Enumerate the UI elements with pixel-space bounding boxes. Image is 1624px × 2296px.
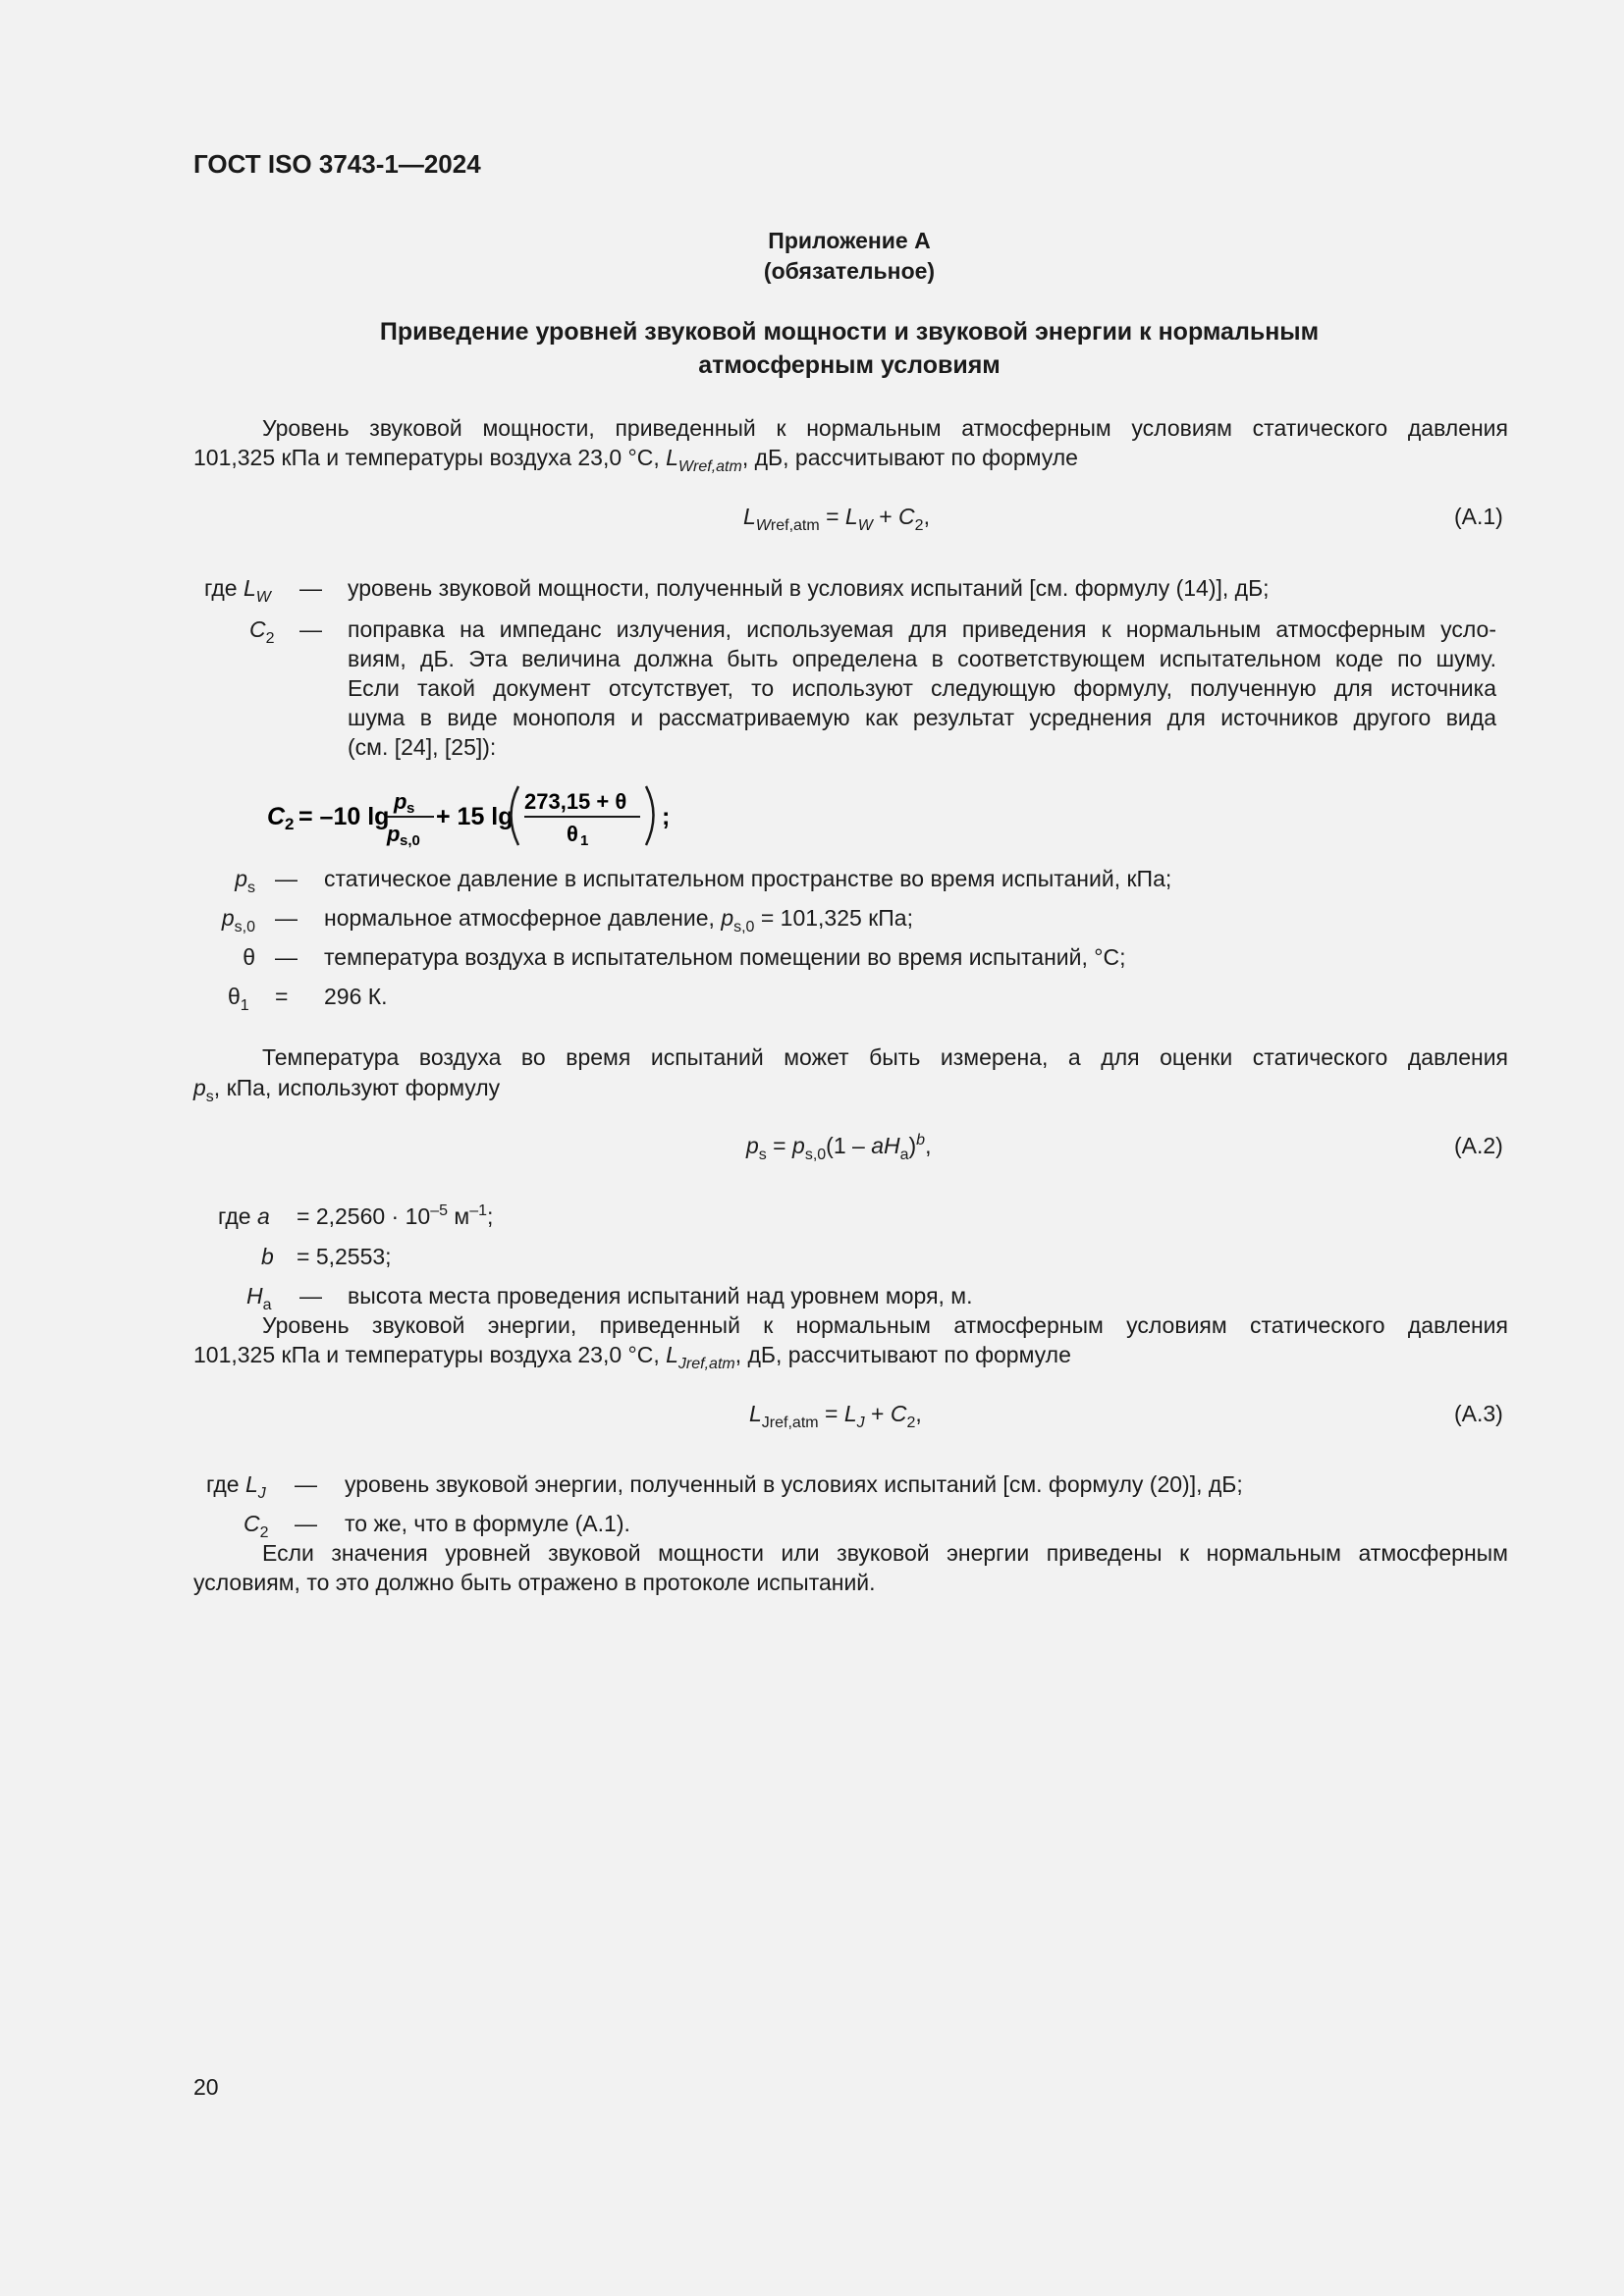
- def-ha-symbol: $H_a$: [246, 1283, 272, 1313]
- paragraph-1-line2: [193, 443, 1078, 475]
- annex-heading-line1: Приведение уровней звуковой мощности и звуковой энергии к нормальным: [379, 318, 1320, 346]
- equation-a3: $L_{Jref,atm} = L_J + C_2$,: [749, 1401, 922, 1431]
- def-c2-symbol: $C_2$: [249, 616, 275, 647]
- def-ps-text: статическое давление в испытательном пространстве во время испытаний, кПа;: [324, 866, 1172, 891]
- def-c2b-symbol: $C_2$: [244, 1511, 269, 1541]
- annex-title: Приложение А: [768, 228, 931, 253]
- equation-a1-number: (А.1): [1454, 504, 1503, 529]
- def-b-text: = 5,2553;: [297, 1244, 392, 1269]
- svg-text:s,0: s,0: [400, 832, 420, 849]
- svg-text:θ: θ: [567, 822, 578, 846]
- page-number: 20: [193, 2074, 219, 2100]
- def-c2b-text: то же, что в формуле (А.1).: [345, 1511, 630, 1536]
- svg-text:C: C: [267, 803, 286, 830]
- def-b-symbol: b: [261, 1244, 274, 1269]
- def-lw-symbol: где $L_W$: [204, 575, 271, 606]
- paragraph-3-line1: Уровень звуковой энергии, приведенный к нормальным атмосферным условиям статического давления: [262, 1312, 1508, 1338]
- def-a-text: = $2,2560 \cdot 10^{-5}$ $м^{-1}$;: [297, 1202, 494, 1229]
- svg-text:= –10 lg: = –10 lg: [298, 803, 390, 830]
- paragraph-4-line2: условиям, то это должно быть отражено в протоколе испытаний.: [193, 1570, 876, 1595]
- paragraph-3-line2: 101,325 кПа и температуры воздуха 23,0 °С, $L_{Jref,atm}$, дБ, рассчитывают по формуле: [193, 1342, 1071, 1372]
- def-ps0-dash: —: [275, 905, 298, 931]
- def-c2-line4: шума в виде монополя и рассматриваемую как результат усреднения для источников другого вида: [348, 705, 1496, 730]
- def-ps-symbol: $p_s$: [235, 866, 255, 896]
- def-a-symbol: где a: [218, 1203, 270, 1229]
- annex-status: (обязательное): [763, 258, 936, 284]
- def-ha-dash: —: [299, 1283, 322, 1308]
- paragraph-1-text-b: , дБ, рассчитывают по формуле: [741, 445, 1078, 470]
- def-ha-text: высота места проведения испытаний над уровнем моря, м.: [348, 1283, 973, 1308]
- equation-a2: $p_s = p_{s,0}(1 - aH_a)^b$,: [746, 1132, 932, 1163]
- svg-text:2: 2: [285, 815, 295, 833]
- def-c2-line3: Если такой документ отсутствует, то используют следующую формулу, полученную для источника: [348, 675, 1496, 701]
- def-c2b-dash: —: [295, 1511, 317, 1536]
- svg-text:s: s: [406, 800, 415, 817]
- symbol-lwref: $L_{Wref,atm}$: [666, 445, 742, 475]
- paragraph-4-line1: Если значения уровней звуковой мощности или звуковой энергии приведены к нормальным атмосферным: [262, 1540, 1508, 1566]
- equation-a1: $L_{Wref,atm} = L_W + C_2$,: [743, 504, 930, 534]
- paragraph-1-line1: Уровень звуковой мощности, приведенный к нормальным атмосферным условиям статического давления: [262, 415, 1508, 441]
- def-ps0-text: нормальное атмосферное давление, $p_{s,0} = 101,325$ кПа;: [324, 905, 913, 935]
- def-theta1-equals: =: [275, 984, 289, 1009]
- paragraph-1-text-a: 101,325 кПа и температуры воздуха 23,0 °С,: [193, 445, 660, 470]
- def-ps0-symbol: $p_{s,0}$: [221, 905, 255, 935]
- svg-text:1: 1: [580, 832, 589, 849]
- def-c2-line1: поправка на импеданс излучения, используемая для приведения к нормальным атмосферным усло-: [348, 616, 1496, 642]
- def-lj-symbol: где $L_J$: [206, 1471, 266, 1502]
- symbol-ljref: $L_{Jref,atm}$: [666, 1342, 735, 1372]
- def-theta-text: температура воздуха в испытательном помещении во время испытаний, °С;: [324, 944, 1126, 970]
- def-lw-dash: —: [299, 575, 322, 601]
- def-theta-symbol: θ: [243, 944, 255, 970]
- formula-c2: [265, 780, 677, 849]
- equation-a2-number: (А.2): [1454, 1133, 1503, 1158]
- def-c2-line2: виям, дБ. Эта величина должна быть определена в соответствующем испытательном коде по шуму.: [348, 646, 1496, 671]
- svg-text:+ 15 lg: + 15 lg: [436, 803, 514, 830]
- svg-text:p: p: [387, 822, 401, 846]
- def-theta1-text: 296 К.: [324, 984, 388, 1009]
- document-code: ГОСТ ISO 3743-1—2024: [193, 149, 481, 179]
- def-lj-dash: —: [295, 1471, 317, 1497]
- def-theta1-symbol: $\theta_1$: [228, 984, 249, 1014]
- def-theta-dash: —: [275, 944, 298, 970]
- def-c2-dash: —: [299, 616, 322, 642]
- svg-text:;: ;: [662, 803, 671, 830]
- equation-a3-number: (А.3): [1454, 1401, 1503, 1426]
- annex-heading-line2: атмосферным условиям: [698, 351, 1001, 379]
- def-ps-dash: —: [275, 866, 298, 891]
- svg-text:p: p: [394, 789, 407, 814]
- formula-c2-numerator: 273,15 + θ: [524, 789, 627, 814]
- def-lw-text: уровень звуковой мощности, полученный в условиях испытаний [см. формулу (14)], дБ;: [348, 575, 1270, 601]
- def-c2-line5: (см. [24], [25]):: [348, 734, 497, 760]
- def-lj-text: уровень звуковой энергии, полученный в условиях испытаний [см. формулу (20)], дБ;: [345, 1471, 1243, 1497]
- paragraph-2-line1: Температура воздуха во время испытаний может быть измерена, а для оценки статического давления: [262, 1044, 1508, 1070]
- paragraph-2-line2: $p_s$, кПа, используют формулу: [193, 1075, 501, 1105]
